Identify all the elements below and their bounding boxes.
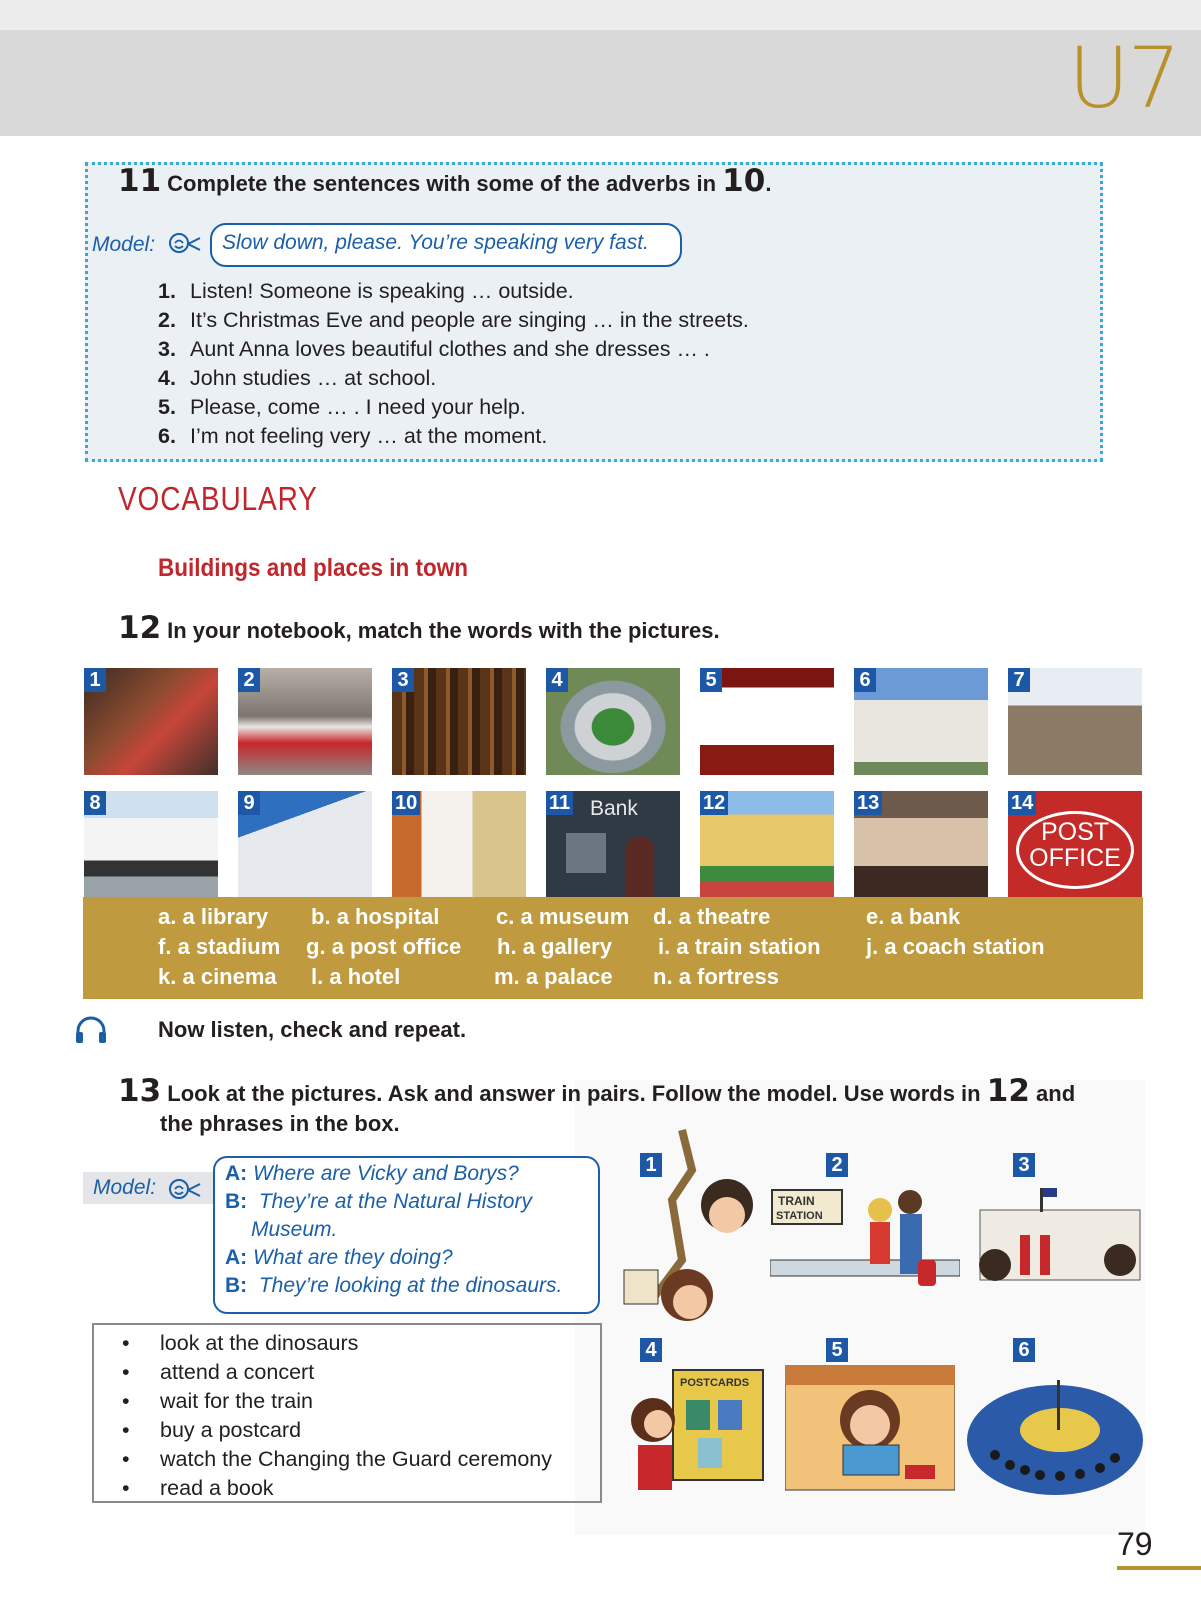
list-item: • watch the Changing the Guard ceremony [122, 1445, 552, 1474]
page-header [0, 30, 1201, 136]
word-option: m. a palace [494, 964, 613, 989]
list-item: • read a book [122, 1474, 552, 1503]
cartoon-reading [785, 1365, 965, 1535]
cartoon-train-station [770, 1180, 950, 1350]
cartoon-number: 3 [1013, 1153, 1035, 1177]
exercise-number: 13 [118, 1073, 162, 1109]
cartoon-dinosaurs [612, 1120, 792, 1290]
sentence-list [158, 277, 749, 451]
listen-instruction: Now listen, check and repeat. [158, 1017, 467, 1042]
speech-icon [168, 1176, 202, 1210]
picture-train: 2 [238, 668, 372, 775]
page-number-underline [1117, 1566, 1201, 1570]
cartoon-number: 2 [826, 1153, 848, 1177]
word-option: d. a theatre [653, 904, 771, 929]
list-item: 5. Please, come … . I need your help. [158, 395, 526, 419]
exercise-instruction: Look at the pictures. Ask and answer in pairs. Follow the model. Use words in [167, 1081, 981, 1106]
list-item: 6. I’m not feeling very … at the moment. [158, 424, 548, 448]
picture-theatre: 6 [854, 668, 988, 775]
word-option: n. a fortress [653, 964, 779, 989]
word-option: k. a cinema [158, 964, 277, 989]
exercise-reference: 12 [986, 1073, 1030, 1109]
cartoon-number: 6 [1013, 1338, 1035, 1362]
word-option: l. a hotel [311, 964, 401, 989]
word-option: c. a museum [496, 904, 630, 929]
picture-stadium: 4 [546, 668, 680, 775]
unit-label: U7 [1068, 29, 1179, 127]
model-label: Model: [92, 233, 156, 256]
list-item: 4. John studies … at school. [158, 366, 437, 390]
cartoon-number: 5 [826, 1338, 848, 1362]
word-option: i. a train station [658, 934, 821, 959]
picture-fortress: 7 [1008, 668, 1142, 775]
exercise-instruction: Complete the sentences with some of the adverbs in [167, 171, 717, 196]
exercise-instruction: In your notebook, match the words with the pictures. [167, 618, 720, 643]
list-item: 2. It’s Christmas Eve and people are singing … in the streets. [158, 308, 749, 332]
exercise-number: 12 [118, 610, 162, 646]
cartoon-changing-guard [970, 1180, 1150, 1350]
picture-cinema: 5 [700, 668, 834, 775]
word-option: h. a gallery [497, 934, 612, 959]
exercise-11-title [118, 163, 771, 199]
cartoon-number: 4 [640, 1338, 662, 1362]
list-item: • attend a concert [122, 1358, 552, 1387]
exercise-number: 11 [118, 163, 162, 199]
phrase-box [92, 1323, 602, 1503]
word-option: b. a hospital [311, 904, 440, 929]
page-number: 79 [1117, 1526, 1153, 1562]
picture-bank: 11 Bank [546, 791, 680, 898]
list-item: • wait for the train [122, 1387, 552, 1416]
station-sign-text: STATION [776, 1210, 823, 1222]
picture-hospital: 9 [238, 791, 372, 898]
post-sign: POST [1040, 818, 1110, 846]
dialog-line: B: They’re at the Natural History [225, 1190, 532, 1213]
exercise-instruction-cont: the phrases in the box. [160, 1111, 400, 1136]
model-speech-bubble: Slow down, please. You’re speaking very fast. [210, 223, 682, 267]
picture-palace: 12 [700, 791, 834, 898]
exercise-reference: 10 [722, 163, 766, 199]
list-item: • look at the dinosaurs [122, 1329, 552, 1358]
list-item: 3. Aunt Anna loves beautiful clothes and she dresses … . [158, 337, 710, 361]
dialog-line: A: Where are Vicky and Borys? [225, 1162, 519, 1185]
model-label: Model: [93, 1176, 157, 1199]
picture-post-office: 14 POST OFFICE [1008, 791, 1142, 898]
cartoon-number: 1 [640, 1153, 662, 1177]
picture-gallery: 10 [392, 791, 526, 898]
top-band [0, 0, 1201, 30]
exercise-13-title [118, 1073, 1103, 1139]
cartoon-postcards [618, 1360, 798, 1530]
phrase-list [122, 1329, 552, 1503]
cartoon-concert [965, 1370, 1145, 1540]
vocabulary-subheading: Buildings and places in town [158, 554, 469, 582]
train-sign-text: TRAIN [778, 1194, 815, 1208]
dialog-line: B: They’re looking at the dinosaurs. [225, 1274, 563, 1297]
office-sign: OFFICE [1029, 844, 1121, 872]
exercise-instruction-and: and [1036, 1081, 1076, 1106]
list-item: 1. Listen! Someone is speaking … outside. [158, 279, 574, 303]
dialog-line: Museum. [251, 1218, 338, 1241]
word-option: f. a stadium [158, 934, 281, 959]
picture-coach-station: 8 [84, 791, 218, 898]
dialog-line: A: What are they doing? [225, 1246, 453, 1269]
speech-icon [168, 230, 202, 264]
picture-museum-visitors: 1 [84, 668, 218, 775]
bank-sign: Bank [590, 797, 638, 820]
postcards-sign-text: POSTCARDS [680, 1377, 750, 1389]
model-dialog-bubble [213, 1156, 600, 1314]
headphones-icon[interactable] [74, 1016, 108, 1044]
picture-library: 3 [392, 668, 526, 775]
vocabulary-heading: VOCABULARY [118, 480, 318, 517]
word-option: a. a library [158, 904, 269, 929]
picture-hotel: 13 [854, 791, 988, 898]
list-item: • buy a postcard [122, 1416, 552, 1445]
word-option: g. a post office [306, 934, 462, 959]
title-period: . [765, 171, 772, 196]
exercise-12-title [118, 610, 720, 646]
word-option: e. a bank [866, 904, 961, 929]
word-option: j. a coach station [866, 934, 1045, 959]
